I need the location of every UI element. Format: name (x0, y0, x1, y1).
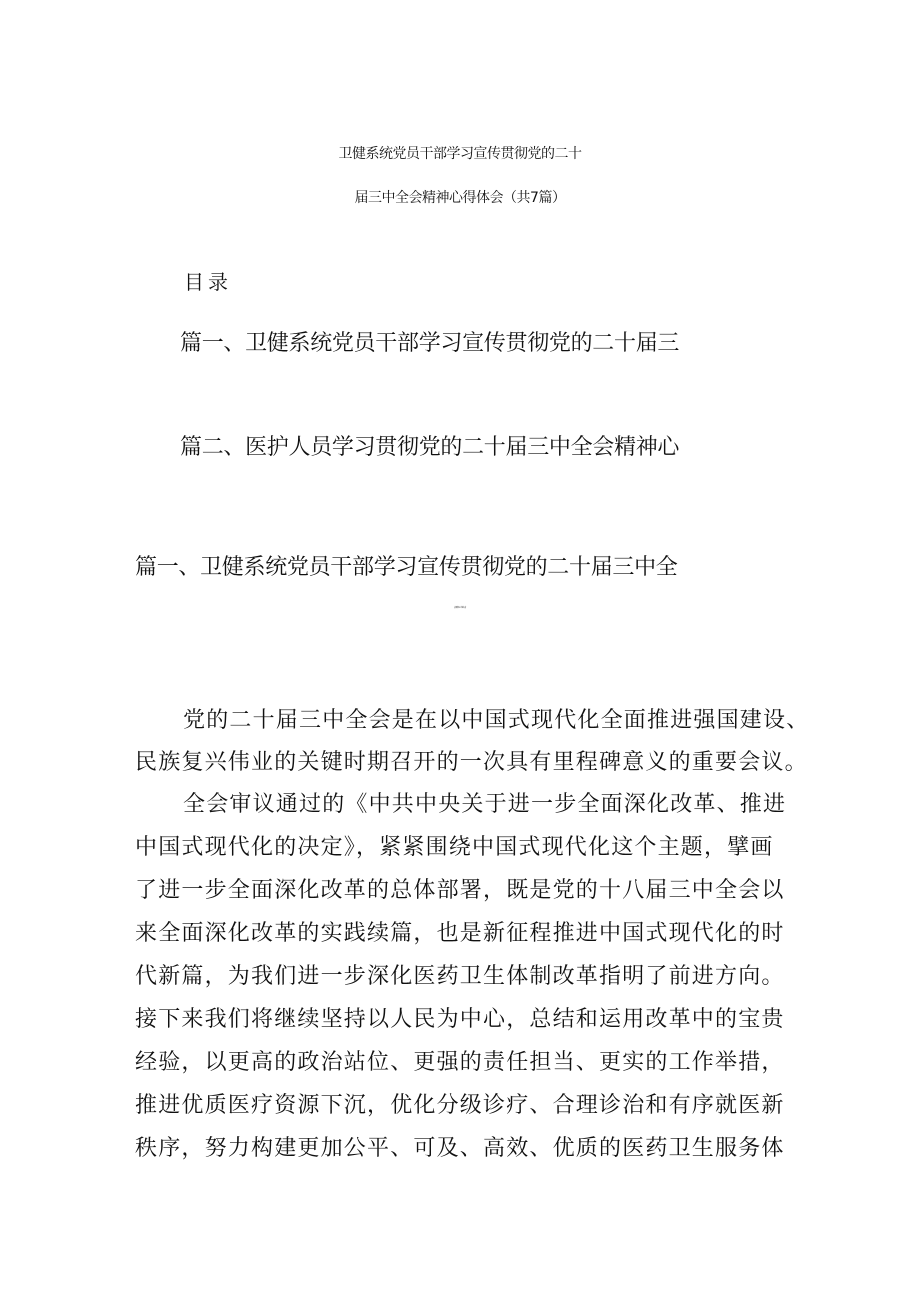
section-heading-line-2: 会精神心得体会 (454, 607, 466, 609)
body-paragraph-line: 了进一步全面深化改革的总体部署，既是党的十八届三中全会以 (135, 878, 785, 903)
body-paragraph-line: 中国式现代化的决定》，紧紧围绕中国式现代化这个主题，擘画 (135, 835, 774, 860)
body-paragraph-line: 推进优质医疗资源下沉，优化分级诊疗、合理诊治和有序就医新 (135, 1093, 785, 1118)
document-title-line-2: 届三中全会精神心得体会（共7篇） (354, 190, 566, 206)
section-heading-line-1: 篇一、卫健系统党员干部学习宣传贯彻党的二十届三中全 (135, 555, 678, 580)
body-paragraph-line: 代新篇，为我们进一步深化医药卫生体制改革指明了前进方向。 (135, 964, 785, 989)
toc-label: 目录 (184, 270, 232, 294)
body-paragraph-line: 经验，以更高的政治站位、更强的责任担当、更实的工作举措， (135, 1050, 785, 1075)
toc-item-1[interactable]: 篇一、卫健系统党员干部学习宣传贯彻党的二十届三 (180, 331, 680, 356)
toc-item-2[interactable]: 篇二、医护人员学习贯彻党的二十届三中全会精神心 (180, 435, 680, 460)
body-paragraph-line: 党的二十届三中全会是在以中国式现代化全面推进强国建设、 (183, 708, 810, 733)
body-paragraph-line: 秩序，努力构建更加公平、可及、高效、优质的医药卫生服务体 (135, 1136, 785, 1161)
body-paragraph-line: 民族复兴伟业的关键时期召开的一次具有里程碑意义的重要会议。 (135, 750, 808, 775)
document-title-line-1: 卫健系统党员干部学习宣传贯彻党的二十 (338, 146, 582, 162)
body-paragraph-line: 来全面深化改革的实践续篇，也是新征程推进中国式现代化的时 (135, 921, 785, 946)
body-paragraph-line: 全会审议通过的《中共中央关于进一步全面深化改革、推进 (183, 792, 787, 817)
body-paragraph-line: 接下来我们将继续坚持以人民为中心，总结和运用改革中的宝贵 (135, 1007, 785, 1032)
